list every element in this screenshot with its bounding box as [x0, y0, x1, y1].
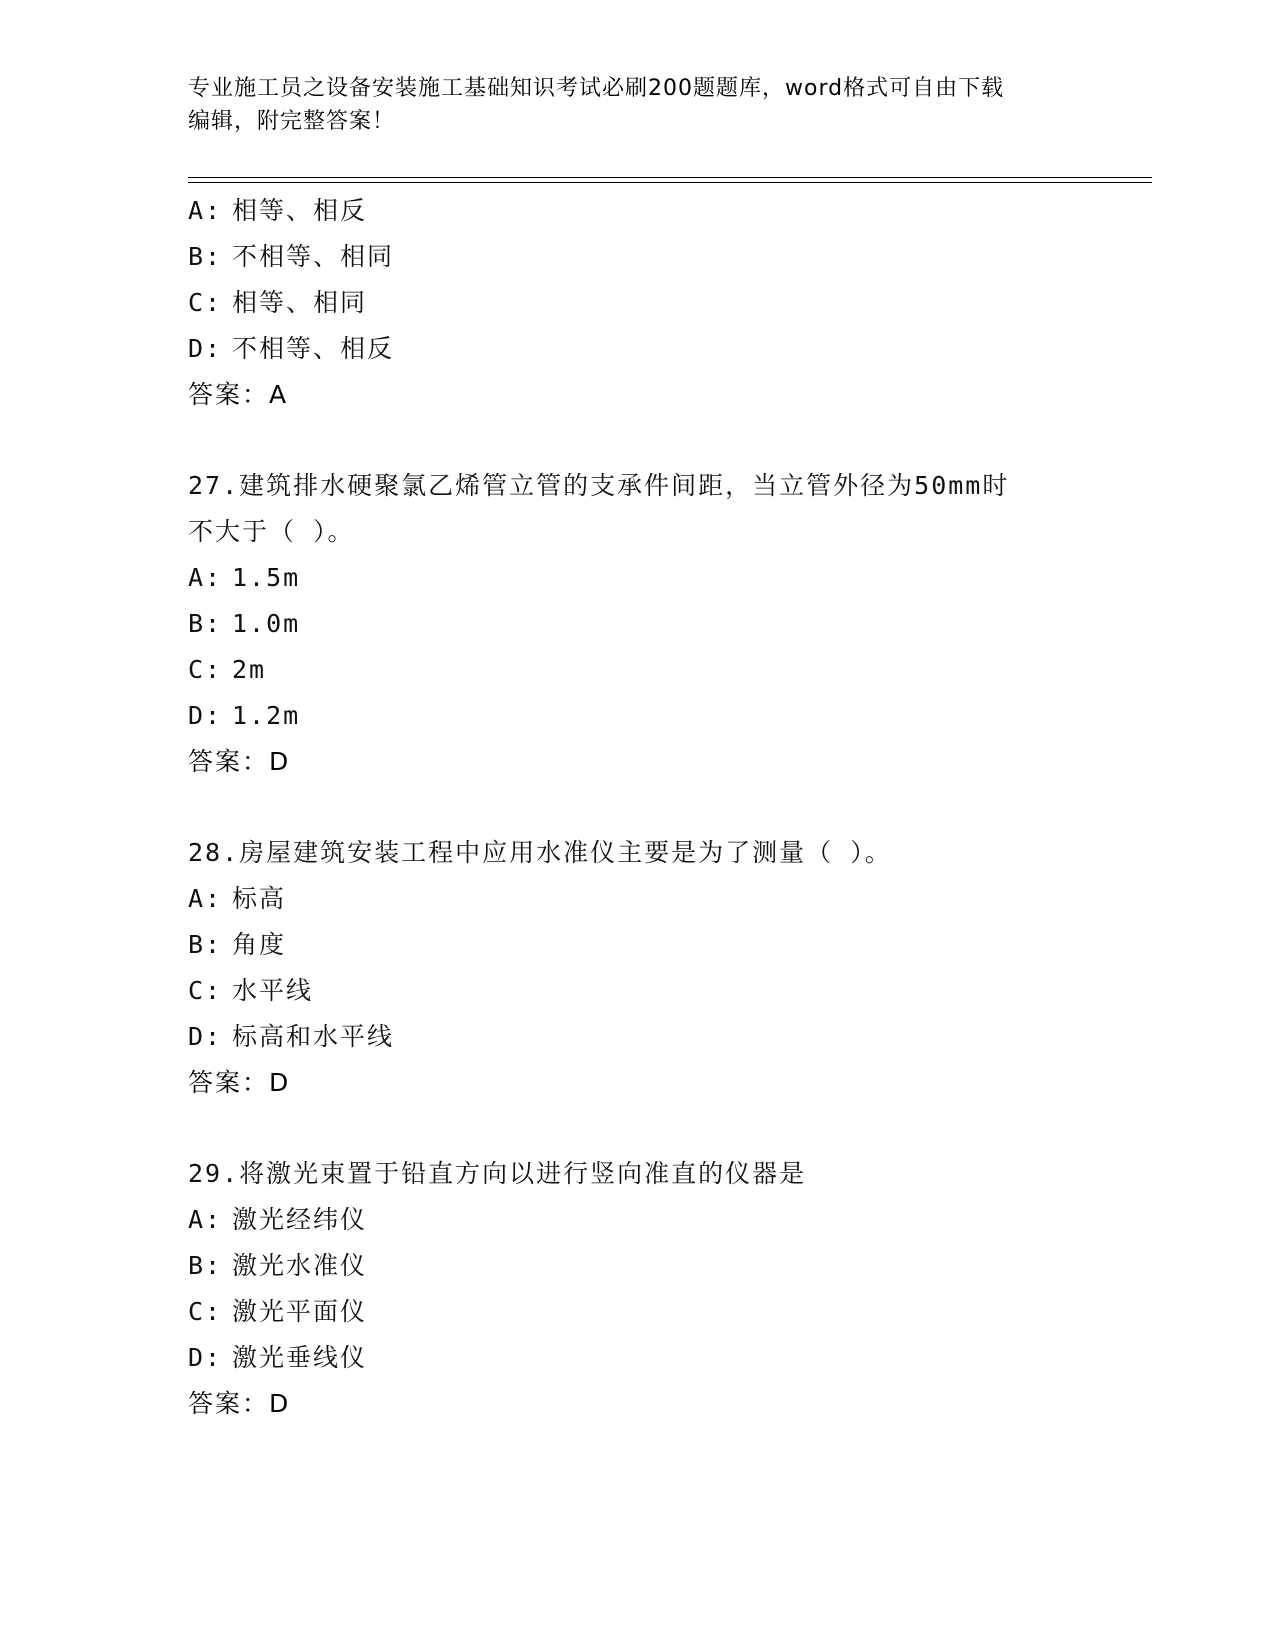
spacer: [188, 785, 1088, 830]
option-b: [188, 234, 1088, 280]
option-label: B:: [188, 930, 223, 959]
document-header: [188, 72, 1088, 138]
option-c: [188, 647, 1088, 693]
option-d: [188, 1014, 1088, 1060]
option-label: C:: [188, 655, 223, 684]
option-label: C:: [188, 1297, 223, 1326]
option-text: 激光水准仪: [232, 1251, 368, 1280]
option-c: [188, 968, 1088, 1014]
answer-line: 答案：A: [188, 380, 289, 409]
option-text: 激光平面仪: [232, 1297, 368, 1326]
option-a: [188, 876, 1088, 922]
question-27: [188, 463, 1088, 785]
header-title-line-1: 专业施工员之设备安装施工基础知识考试必刷200题题库，word格式可自由下载: [188, 76, 1005, 101]
option-label: B:: [188, 1251, 223, 1280]
header-divider-top: [188, 177, 1152, 178]
question-stem-line-2: 不大于（ ）。: [188, 517, 355, 546]
option-d: [188, 1335, 1088, 1381]
option-label: B:: [188, 242, 223, 271]
option-b: [188, 1243, 1088, 1289]
option-text: 标高和水平线: [232, 1022, 395, 1051]
option-label: C:: [188, 288, 223, 317]
question-stem-line-1: 29.将激光束置于铅直方向以进行竖向准直的仪器是: [188, 1159, 807, 1188]
option-a: [188, 188, 1088, 234]
spacer: [188, 1106, 1088, 1151]
option-text: 激光垂线仪: [232, 1343, 368, 1372]
option-a: [188, 555, 1088, 601]
option-text: 1.5m: [232, 563, 301, 592]
option-label: A:: [188, 196, 223, 225]
answer-line: 答案：D: [188, 747, 291, 776]
question-28: [188, 830, 1088, 1106]
option-label: D:: [188, 701, 223, 730]
option-text: 角度: [232, 930, 287, 959]
option-text: 1.2m: [232, 701, 301, 730]
answer-line: 答案：D: [188, 1068, 291, 1097]
option-label: D:: [188, 334, 223, 363]
option-label: A:: [188, 884, 223, 913]
question-list: [188, 188, 1088, 1427]
option-c: [188, 1289, 1088, 1335]
option-text: 2m: [232, 655, 267, 684]
option-d: [188, 693, 1088, 739]
option-label: B:: [188, 609, 223, 638]
header-divider-bottom: [188, 182, 1152, 183]
option-c: [188, 280, 1088, 326]
option-text: 水平线: [232, 976, 314, 1005]
question-stem-line-1: 27.建筑排水硬聚氯乙烯管立管的支承件间距，当立管外径为50mm时: [188, 471, 1010, 500]
option-text: 相等、相同: [232, 288, 368, 317]
option-label: D:: [188, 1343, 223, 1372]
option-label: A:: [188, 563, 223, 592]
option-text: 不相等、相同: [232, 242, 395, 271]
option-label: D:: [188, 1022, 223, 1051]
option-label: A:: [188, 1205, 223, 1234]
option-text: 相等、相反: [232, 196, 368, 225]
header-title-line-2: 编辑，附完整答案！: [188, 109, 396, 134]
option-d: [188, 326, 1088, 372]
question-stem-line-1: 28.房屋建筑安装工程中应用水准仪主要是为了测量（ ）。: [188, 838, 892, 867]
option-b: [188, 601, 1088, 647]
spacer: [188, 418, 1088, 463]
option-label: C:: [188, 976, 223, 1005]
option-text: 1.0m: [232, 609, 301, 638]
answer-line: 答案：D: [188, 1389, 291, 1418]
option-a: [188, 1197, 1088, 1243]
option-b: [188, 922, 1088, 968]
option-text: 标高: [232, 884, 287, 913]
question-29: [188, 1151, 1088, 1427]
option-text: 不相等、相反: [232, 334, 395, 363]
option-text: 激光经纬仪: [232, 1205, 368, 1234]
question-26-continued: [188, 188, 1088, 418]
